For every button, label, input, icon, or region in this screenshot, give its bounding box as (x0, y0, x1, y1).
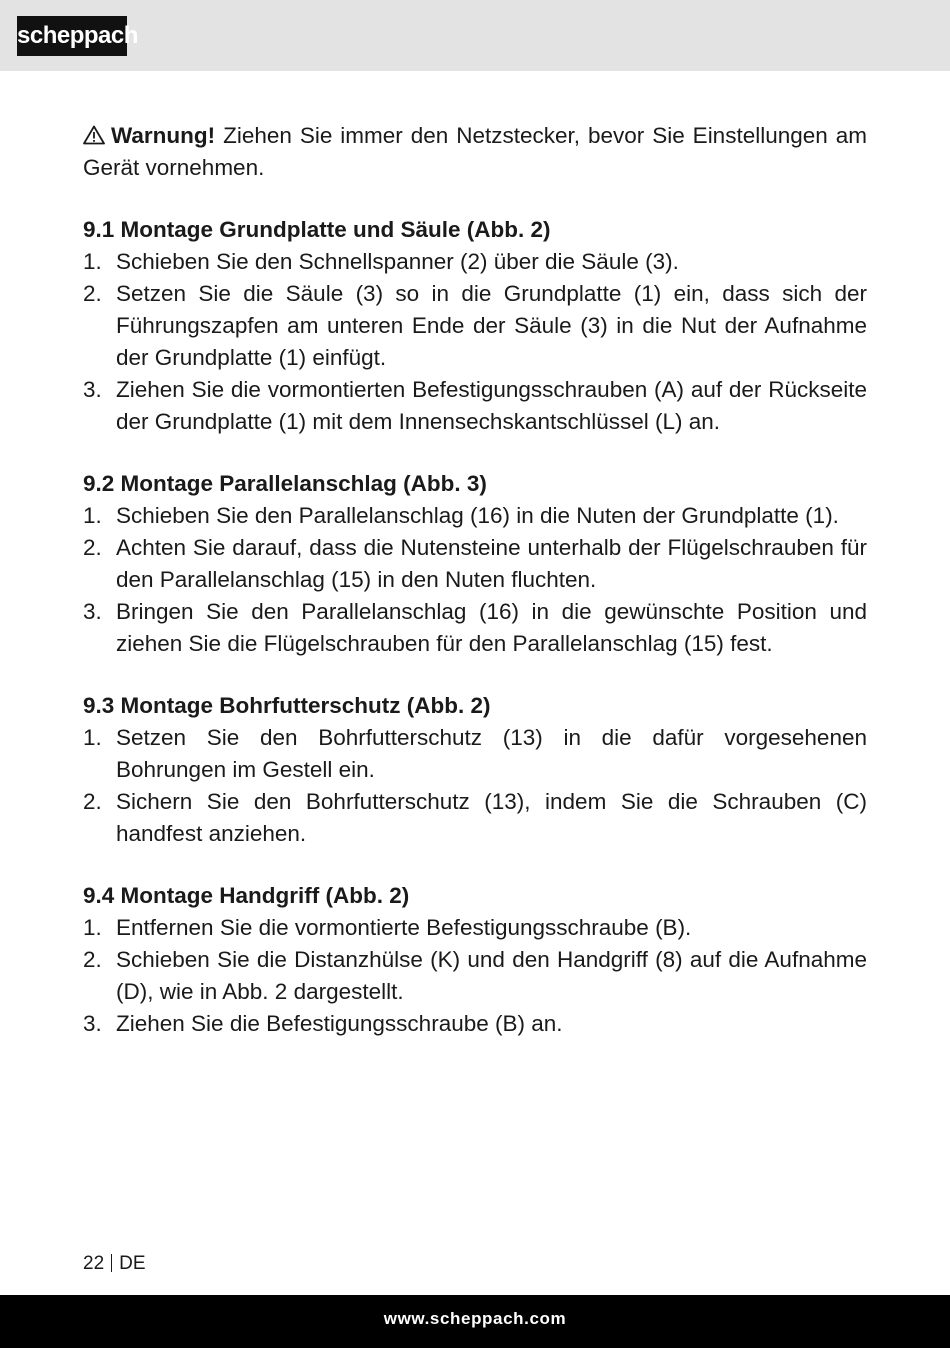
section-title: 9.1 Montage Grundplatte und Säule (Abb. 2) (83, 217, 551, 242)
step-list (83, 912, 867, 1040)
step-text: Schieben Sie die Distanzhülse (K) und den Handgriff (8) auf die Aufnahme (D), wie in Abb. 2 dargestellt. (116, 947, 867, 1004)
step-text: Achten Sie darauf, dass die Nutensteine unterhalb der Flügelschrauben für den Parallelanschlag (15) in den Nuten fluchten. (116, 535, 867, 592)
list-item (83, 246, 867, 278)
list-item (83, 722, 867, 786)
step-text: Setzen Sie den Bohrfutterschutz (13) in die dafür vorgesehenen Bohrungen im Gestell ein. (116, 725, 867, 782)
list-item (83, 532, 867, 596)
step-number: 3. (83, 599, 102, 624)
step-list (83, 500, 867, 660)
section-title: 9.3 Montage Bohrfutterschutz (Abb. 2) (83, 693, 491, 718)
scheppach-logo: scheppach (17, 16, 127, 56)
page-number-value: 22 (83, 1253, 105, 1274)
page-number (83, 1252, 146, 1276)
section-title: 9.4 Montage Handgriff (Abb. 2) (83, 883, 410, 908)
page-number-divider (111, 1254, 112, 1272)
warning-text: Ziehen Sie immer den Netzstecker, bevor Sie Einstellungen am Gerät vornehmen. (83, 123, 867, 180)
warning-label: Warnung! (111, 123, 216, 148)
list-item (83, 374, 867, 438)
step-list (83, 722, 867, 850)
warning-paragraph (83, 120, 867, 184)
step-text: Schieben Sie den Parallelanschlag (16) in die Nuten der Grundplatte (1). (116, 503, 839, 528)
page-content (83, 120, 867, 1040)
section-title: 9.2 Montage Parallelanschlag (Abb. 3) (83, 471, 487, 496)
step-number: 2. (83, 535, 102, 560)
step-text: Schieben Sie den Schnellspanner (2) über die Säule (3). (116, 249, 679, 274)
step-number: 3. (83, 1011, 102, 1036)
step-number: 2. (83, 281, 102, 306)
step-text: Ziehen Sie die vormontierten Befestigungsschrauben (A) auf der Rückseite der Grundplatte (1) mit dem Innensechskantschlüssel (L) an. (116, 377, 867, 434)
list-item (83, 596, 867, 660)
step-list (83, 246, 867, 438)
list-item (83, 500, 867, 532)
step-number: 3. (83, 377, 102, 402)
list-item (83, 944, 867, 1008)
footer-url: www.scheppach.com (383, 1309, 567, 1328)
list-item (83, 912, 867, 944)
section-9-2 (83, 468, 867, 660)
section-9-4 (83, 880, 867, 1040)
header-band (0, 0, 950, 71)
step-text: Sichern Sie den Bohrfutterschutz (13), indem Sie die Schrauben (C) handfest anziehen. (116, 789, 867, 846)
warning-triangle-icon (83, 125, 105, 145)
step-text: Setzen Sie die Säule (3) so in die Grundplatte (1) ein, dass sich der Führungszapfen am unteren Ende der Säule (3) in die Nut der Aufnahme der Grundplatte (1) einfügt. (116, 281, 867, 370)
step-number: 1. (83, 249, 102, 274)
list-item (83, 278, 867, 374)
step-number: 1. (83, 503, 102, 528)
list-item (83, 1008, 867, 1040)
step-number: 2. (83, 947, 102, 972)
step-text: Entfernen Sie die vormontierte Befestigungsschraube (B). (116, 915, 692, 940)
step-text: Bringen Sie den Parallelanschlag (16) in die gewünschte Position und ziehen Sie die Flügelschrauben für den Parallelanschlag (15) fest. (116, 599, 867, 656)
step-text: Ziehen Sie die Befestigungsschraube (B) an. (116, 1011, 563, 1036)
language-code: DE (119, 1253, 146, 1274)
section-9-3 (83, 690, 867, 850)
list-item (83, 786, 867, 850)
section-9-1 (83, 214, 867, 438)
step-number: 1. (83, 915, 102, 940)
step-number: 2. (83, 789, 102, 814)
step-number: 1. (83, 725, 102, 750)
